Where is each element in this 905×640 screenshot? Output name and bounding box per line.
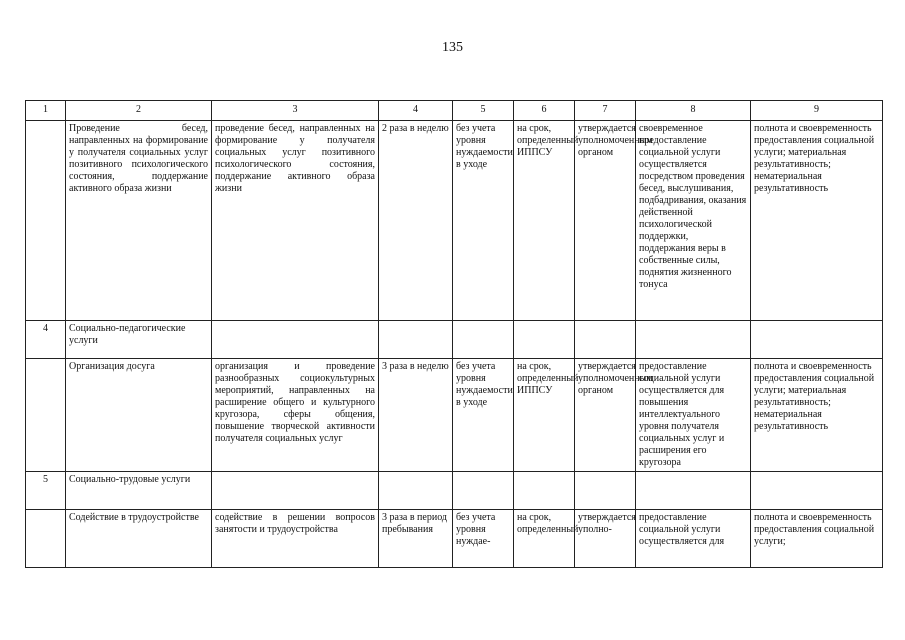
service-tariff: утверждается уполномоченным органом: [575, 121, 636, 321]
service-name: Проведение бесед, направленных на формирование у получателя социальных услуг позитивного психологического состояния, поддержание активного образа жизни: [66, 121, 212, 321]
table-header-row: [26, 101, 883, 121]
header-cell: 8: [636, 101, 751, 121]
empty-cell: [575, 321, 636, 359]
service-unit: без учета уровня нуждае-: [453, 510, 514, 568]
empty-cell: [636, 321, 751, 359]
table-row: [26, 359, 883, 472]
service-name: Содействие в трудоустройстве: [66, 510, 212, 568]
service-conditions: предоставление социальной услуги осуществляется для: [636, 510, 751, 568]
empty-cell: [751, 321, 883, 359]
empty-cell: [751, 472, 883, 510]
service-description: проведение бесед, направленных на формирование у получателя социальных услуг позитивного психологического состояния, поддержание активного образа жизни: [212, 121, 379, 321]
empty-cell: [453, 472, 514, 510]
page-number: 135: [442, 40, 463, 55]
service-conditions: своевременное предоставление социальной услуги осуществляется посредством проведения бесед, выслушивания, подбадривания, оказания действенной психологической поддержки, поддержания веры в собственные силы, поднятия жизненного тонуса: [636, 121, 751, 321]
empty-cell: [212, 472, 379, 510]
empty-cell: [212, 321, 379, 359]
section-row: [26, 472, 883, 510]
service-conditions: предоставление социальной услуги осуществляется для повышения интеллектуального уровня получателя социальных услуг и расширения его кругозора: [636, 359, 751, 472]
empty-cell: [514, 321, 575, 359]
service-period: 2 раза в неделю: [379, 121, 453, 321]
header-cell: 9: [751, 101, 883, 121]
service-unit: без учета уровня нуждаемости в уходе: [453, 121, 514, 321]
header-cell: 5: [453, 101, 514, 121]
table-row: [26, 510, 883, 568]
section-title: Социально-трудовые услуги: [66, 472, 212, 510]
service-quality: полнота и своевременность предоставления социальной услуги;: [751, 510, 883, 568]
service-unit: без учета уровня нуждаемости в уходе: [453, 359, 514, 472]
service-description: содействие в решении вопросов занятости и трудоустройства: [212, 510, 379, 568]
section-row: [26, 321, 883, 359]
service-term: на срок, определенный ИППСУ: [514, 359, 575, 472]
header-cell: 7: [575, 101, 636, 121]
service-name: Организация досуга: [66, 359, 212, 472]
service-description: организация и проведение разнообразных социокультурных мероприятий, направленных на расширение общего и культурного кругозора, сферы общения, повышение творческой активности получателя социальных услуг: [212, 359, 379, 472]
header-cell: 2: [66, 101, 212, 121]
table-row: [26, 121, 883, 321]
services-table: [25, 100, 883, 568]
empty-cell: [379, 472, 453, 510]
row-number: [26, 510, 66, 568]
row-number: [26, 359, 66, 472]
service-quality: полнота и своевременность предоставления социальной услуги; материальная результативность; нематериальная результативность: [751, 359, 883, 472]
service-period: 3 раза в период пребывания: [379, 510, 453, 568]
empty-cell: [636, 472, 751, 510]
row-number: [26, 121, 66, 321]
empty-cell: [514, 472, 575, 510]
service-quality: полнота и своевременность предоставления социальной услуги; материальная результативность; нематериальная результативность: [751, 121, 883, 321]
empty-cell: [575, 472, 636, 510]
service-tariff: утверждается уполно-: [575, 510, 636, 568]
service-period: 3 раза в неделю: [379, 359, 453, 472]
empty-cell: [453, 321, 514, 359]
section-title: Социально-педагогические услуги: [66, 321, 212, 359]
service-term: на срок, определенный ИППСУ: [514, 121, 575, 321]
header-cell: 3: [212, 101, 379, 121]
service-tariff: утверждается уполномоченным органом: [575, 359, 636, 472]
empty-cell: [379, 321, 453, 359]
header-cell: 4: [379, 101, 453, 121]
section-number: 5: [26, 472, 66, 510]
header-cell: 1: [26, 101, 66, 121]
section-number: 4: [26, 321, 66, 359]
service-term: на срок, определенный: [514, 510, 575, 568]
header-cell: 6: [514, 101, 575, 121]
